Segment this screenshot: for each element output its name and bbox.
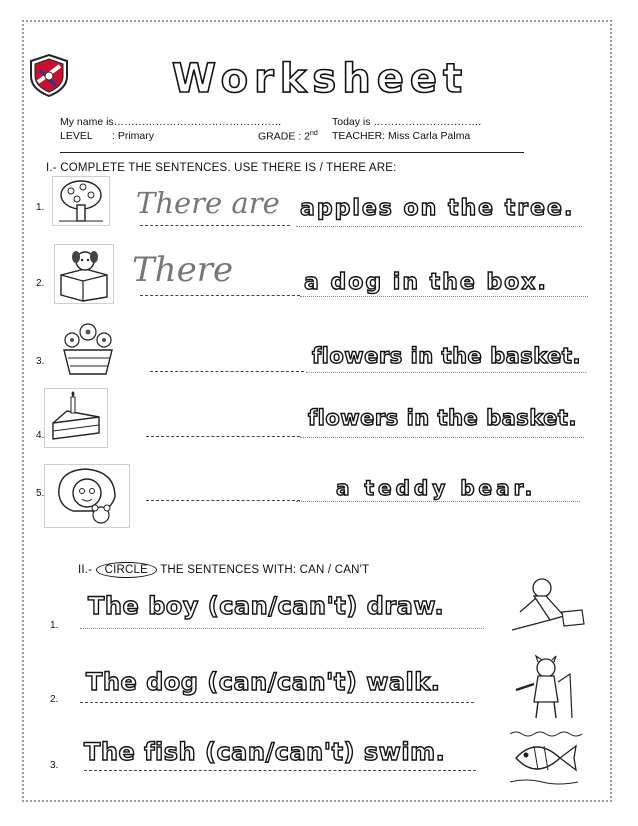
- item-number: 4.: [36, 430, 45, 441]
- can-sentence-1[interactable]: The boy (can/can't) draw.: [88, 592, 445, 620]
- level-value: : Primary: [112, 130, 154, 142]
- can-sentence-2[interactable]: The dog (can/can't) walk.: [86, 668, 441, 696]
- sentence-line-3: [306, 372, 586, 373]
- answer-line-1[interactable]: [140, 225, 290, 226]
- answer-line-5[interactable]: [146, 500, 300, 501]
- item-number: 5.: [36, 488, 45, 499]
- dog-in-box-icon: [54, 244, 114, 304]
- fish-icon: [506, 728, 582, 786]
- teacher-label: TEACHER: Miss Carla Palma: [332, 130, 471, 142]
- circle-word: CIRCLE: [96, 562, 157, 578]
- svg-text:Worksheet: Worksheet: [171, 56, 469, 100]
- answer-line-3[interactable]: [150, 371, 304, 372]
- answer-line-4[interactable]: [146, 436, 300, 437]
- can-line-2: [80, 702, 474, 703]
- sentence-1: apples on the tree.: [300, 196, 575, 221]
- sentence-line-4: [300, 437, 584, 438]
- sentence-3: flowers in the basket.: [312, 344, 581, 368]
- sentence-4: flowers in the basket.: [308, 406, 577, 430]
- item-number: 3.: [36, 356, 45, 367]
- header-divider: [60, 152, 524, 153]
- girl-with-teddy-bear-icon: [44, 464, 130, 528]
- level-label: LEVEL: [60, 130, 93, 142]
- answer-line-2[interactable]: [140, 295, 300, 296]
- item-number: 3.: [50, 760, 59, 771]
- grade-label: GRADE : 2nd: [258, 130, 318, 143]
- item-number: 1.: [36, 202, 45, 213]
- answer-2: There: [132, 250, 234, 290]
- boy-drawing-icon: [506, 574, 590, 636]
- answer-1: There are: [136, 186, 280, 220]
- worksheet-title: [120, 52, 520, 100]
- section-1-title: I.- COMPLETE THE SENTENCES. USE THERE IS / THERE ARE:: [46, 162, 397, 174]
- can-sentence-3[interactable]: The fish (can/can't) swim.: [84, 738, 446, 766]
- school-crest-icon: [26, 52, 72, 98]
- item-number: 1.: [50, 620, 59, 631]
- sentence-line-1: [296, 226, 582, 227]
- sentence-5: a teddy bear.: [336, 476, 537, 500]
- apple-tree-icon: [52, 176, 110, 226]
- item-number: 2.: [36, 278, 45, 289]
- sentence-2: a dog in the box.: [304, 270, 548, 295]
- can-line-1: [80, 628, 484, 629]
- birthday-cake-icon: [44, 388, 108, 448]
- sentence-line-5: [296, 501, 580, 502]
- can-line-3: [84, 770, 476, 771]
- section-2-title: II.- CIRCLE THE SENTENCES WITH: CAN / CAN'T: [78, 564, 370, 576]
- dog-walking-icon: [502, 654, 582, 722]
- name-field[interactable]: My name is…………………………………………: [60, 116, 282, 128]
- item-number: 2.: [50, 694, 59, 705]
- date-field[interactable]: Today is ………………………….: [332, 116, 482, 128]
- sentence-line-2: [300, 296, 588, 297]
- flower-basket-icon: [52, 320, 124, 378]
